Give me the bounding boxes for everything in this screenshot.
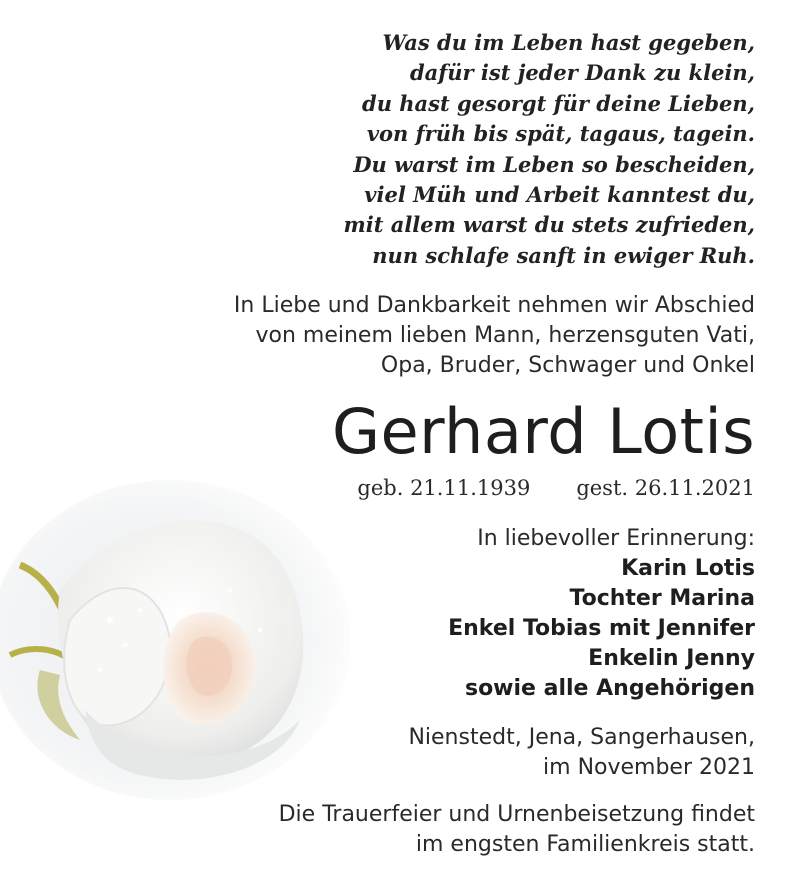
- memory-heading: In liebevoller Erinnerung:: [477, 526, 755, 551]
- funeral-note: [135, 800, 755, 860]
- mourner-name: Enkel Tobias mit Jennifer: [448, 616, 755, 641]
- poem: [235, 28, 755, 271]
- poem-line: nun schlafe sanft in ewiger Ruh.: [372, 242, 755, 268]
- death-date: gest. 26.11.2021: [576, 476, 755, 500]
- poem-line: Du warst im Leben so bescheiden,: [353, 151, 755, 177]
- poem-line: viel Müh und Arbeit kanntest du,: [364, 182, 755, 208]
- life-dates: [357, 474, 755, 502]
- poem-line: von früh bis spät, tagaus, tagein.: [366, 121, 755, 147]
- poem-line: Was du im Leben hast gegeben,: [382, 30, 755, 55]
- intro-line: Opa, Bruder, Schwager und Onkel: [380, 353, 755, 378]
- place-line: Nienstedt, Jena, Sangerhausen,: [408, 725, 755, 750]
- mourner-name: Tochter Marina: [569, 586, 755, 611]
- funeral-line: Die Trauerfeier und Urnenbeisetzung findet: [278, 802, 755, 827]
- mourners-section: [135, 524, 755, 704]
- intro-line: von meinem lieben Mann, herzensguten Vati,: [255, 323, 755, 348]
- mourner-name: sowie alle Angehörigen: [464, 676, 755, 701]
- poem-line: du hast gesorgt für deine Lieben,: [362, 90, 755, 116]
- place-and-date: [135, 723, 755, 783]
- poem-line: mit allem warst du stets zufrieden,: [343, 212, 755, 238]
- farewell-intro: [135, 291, 755, 381]
- deceased-name: Gerhard Lotis: [331, 395, 755, 468]
- birth-date: geb. 21.11.1939: [357, 476, 531, 500]
- funeral-line: im engsten Familienkreis statt.: [415, 832, 755, 857]
- poem-line: dafür ist jeder Dank zu klein,: [409, 60, 755, 86]
- mourner-name: Karin Lotis: [621, 556, 755, 581]
- mourner-name: Enkelin Jenny: [588, 646, 755, 671]
- intro-line: In Liebe und Dankbarkeit nehmen wir Abschied: [233, 293, 755, 318]
- date-line: im November 2021: [543, 755, 755, 780]
